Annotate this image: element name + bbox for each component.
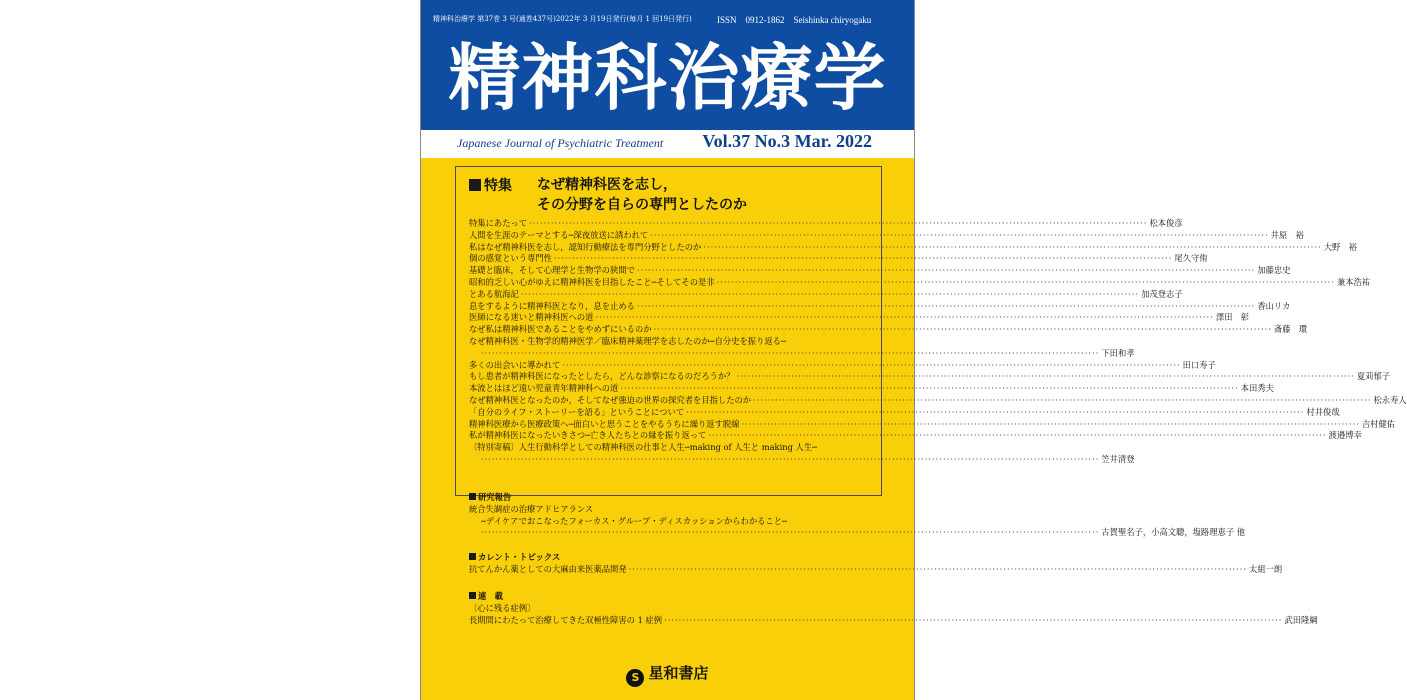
section-head: 研究報告 <box>469 492 861 504</box>
toc-author: 尾久守侑 <box>1174 253 1208 264</box>
toc-title: 特集にあたって <box>469 218 528 228</box>
journal-cover <box>420 0 1407 700</box>
publisher: S 星和書店 <box>421 662 914 687</box>
leader-dots <box>703 242 1321 254</box>
toc-row <box>469 418 1396 431</box>
toc-title: 私が精神科医になったいきさつ─亡き人たちとの縁を振り返って <box>469 430 707 441</box>
toc-row <box>469 312 1250 324</box>
toc-author: 澤田 彰 <box>1215 312 1250 323</box>
toc-row: 抗てんかん薬としての大麻由来医薬品開発 ····· 太組一朗 <box>469 564 861 576</box>
toc-title: 人間を生涯のテーマとする─深夜放送に誘われて <box>469 229 649 240</box>
english-title: Japanese Journal of Psychiatric Treatment <box>457 136 664 150</box>
publisher-logo-icon: S <box>626 669 644 687</box>
toc-title: 昭和的乏しい心がゆえに精神科医を目指したこと─そしてその是非 <box>469 276 715 287</box>
toc-title: 私はなぜ精神科医を志し，認知行動療法を専門分野としたのか <box>469 241 702 252</box>
toc-row <box>469 218 1183 230</box>
toc-title: 本流とはほど遠い児童青年精神科への道 <box>469 383 619 394</box>
article-authors-row <box>469 527 1246 539</box>
square-bullet-icon <box>469 179 481 191</box>
feature-label: 特集 <box>469 175 512 195</box>
toc-author: 笠井清登 <box>1101 453 1135 464</box>
toc-row <box>469 394 1407 407</box>
leader-dots <box>620 383 1238 395</box>
toc-row <box>469 453 1135 466</box>
square-bullet-icon <box>469 493 476 500</box>
section-head: 連 載 <box>469 591 861 603</box>
toc-author: 加藤忠史 <box>1257 265 1291 276</box>
toc-row <box>469 359 1216 372</box>
toc-row <box>469 442 861 454</box>
journal-title: 精神科治療学 <box>448 36 887 120</box>
toc-row <box>469 347 1135 360</box>
research-section <box>469 492 1246 539</box>
toc-author: 香山リカ <box>1257 300 1291 311</box>
toc-author: 本田秀夫 <box>1240 383 1274 394</box>
leader-dots <box>637 265 1255 277</box>
leader-dots <box>595 312 1213 324</box>
leader-dots <box>742 419 1360 431</box>
article-authors: 古賀聖名子，小高文聰，塩路理恵子 他 <box>1101 527 1246 538</box>
column-name: 〔心に残る症例〕 <box>469 602 536 613</box>
toc-title: 「自分のライフ・ストーリーを語る」ということについて <box>469 406 685 417</box>
toc-title: なぜ精神科医となったのか，そしてなぜ強迫の世界の探究者を目指したのか <box>469 394 752 405</box>
toc-row <box>469 324 1308 336</box>
toc-row <box>469 300 1291 313</box>
leader-dots <box>654 324 1272 336</box>
toc-author: 斎藤 環 <box>1273 324 1308 335</box>
leader-dots <box>737 371 1355 383</box>
issue-info: 精神科治療学 第37巻 3 号(通巻437号)2022年 3 月19日発行(毎月 1 回19日発行) <box>433 15 692 23</box>
toc-author: 村井俊哉 <box>1306 406 1340 417</box>
toc-author: 田口寿子 <box>1182 359 1216 370</box>
leader-dots <box>554 253 1172 265</box>
toc-title: なぜ精神科医・生物学的精神医学／臨床精神薬理学を志したのか─自分史を振り返る─ <box>469 335 786 346</box>
toc-row <box>469 241 1357 254</box>
leader-dots <box>686 407 1304 419</box>
toc-author: 井原 裕 <box>1270 229 1304 240</box>
leader-dots <box>753 395 1371 407</box>
toc-row: 長期間にわたって治療してきた双極性障害の 1 症例 ····· 武田隆綱 <box>469 615 861 627</box>
square-bullet-icon <box>469 553 476 560</box>
feature-title: なぜ精神科医を志し， その分野を自らの専門としたのか <box>537 177 747 213</box>
toc-author: 下田和孝 <box>1101 347 1135 358</box>
issn: ISSN 0912-1862 Seishinka chiryogaku <box>717 15 872 25</box>
toc-row <box>469 406 1340 419</box>
article-subtitle: ─デイケアでおこなったフォーカス・グループ・ディスカッションからわかること─ <box>481 515 788 526</box>
leader-dots <box>521 289 1139 301</box>
toc-author: 大野 裕 <box>1323 241 1357 252</box>
feature-contents <box>469 218 1407 466</box>
toc-title: とある航海記 <box>469 288 519 299</box>
toc-row <box>469 288 1183 301</box>
toc-author: 兼本浩祐 <box>1336 276 1371 287</box>
volume-number: Vol.37 No.3 Mar. 2022 <box>702 131 872 151</box>
toc-row <box>469 265 1291 277</box>
toc-title: 基礎と臨床，そして心理学と生物学の狭間で <box>469 265 635 276</box>
section-head: カレント・トピックス <box>469 552 861 564</box>
leader-dots <box>708 430 1326 442</box>
leader-dots <box>717 277 1335 289</box>
serial-section <box>469 591 1318 626</box>
toc-title: 多くの出会いに導かれて <box>469 359 561 370</box>
leader-dots <box>481 454 1099 466</box>
article-title: 統合失調症の治療アドヒアランス <box>469 503 594 514</box>
toc-row <box>469 371 1391 383</box>
toc-row <box>469 336 861 348</box>
toc-author: 松永寿人 <box>1373 394 1407 405</box>
toc-row <box>469 383 1274 395</box>
toc-author: 渡邉博幸 <box>1328 430 1362 441</box>
toc-title: 個の感覚という専門性 <box>469 253 552 264</box>
toc-title: 医師になる迷いと精神科医への道 <box>469 312 594 323</box>
toc-row <box>469 229 1304 242</box>
toc-row <box>469 430 1362 442</box>
toc-title: 息をするように精神科医となり，息を止める <box>469 300 635 311</box>
leader-dots <box>637 301 1255 313</box>
toc-author: 吉村健佑 <box>1361 418 1396 429</box>
current-topics-section <box>469 552 1283 576</box>
square-bullet-icon <box>469 592 476 599</box>
toc-title: 精神科医療から医療政策へ─面白いと思うことをやるうちに繰り返す脱線 <box>469 418 740 429</box>
leader-dots <box>562 360 1180 372</box>
toc-author: 夏苅郁子 <box>1356 371 1391 382</box>
toc-row <box>469 276 1371 289</box>
toc-row <box>469 253 1208 265</box>
toc-title: 〔特別寄稿〕人生行動科学としての精神科医の仕事と人生─making of 人生と making 人生─ <box>469 442 818 453</box>
toc-title: なぜ私は精神科医であることをやめずにいるのか <box>469 324 652 335</box>
leader-dots <box>650 230 1268 242</box>
toc-author: 加茂登志子 <box>1141 288 1183 299</box>
leader-dots <box>529 218 1147 230</box>
toc-title: もし患者が精神科医になったとしたら，どんな診察になるのだろうか？ <box>469 371 735 382</box>
leader-dots <box>481 348 1099 360</box>
toc-author: 松本俊彦 <box>1149 218 1183 228</box>
